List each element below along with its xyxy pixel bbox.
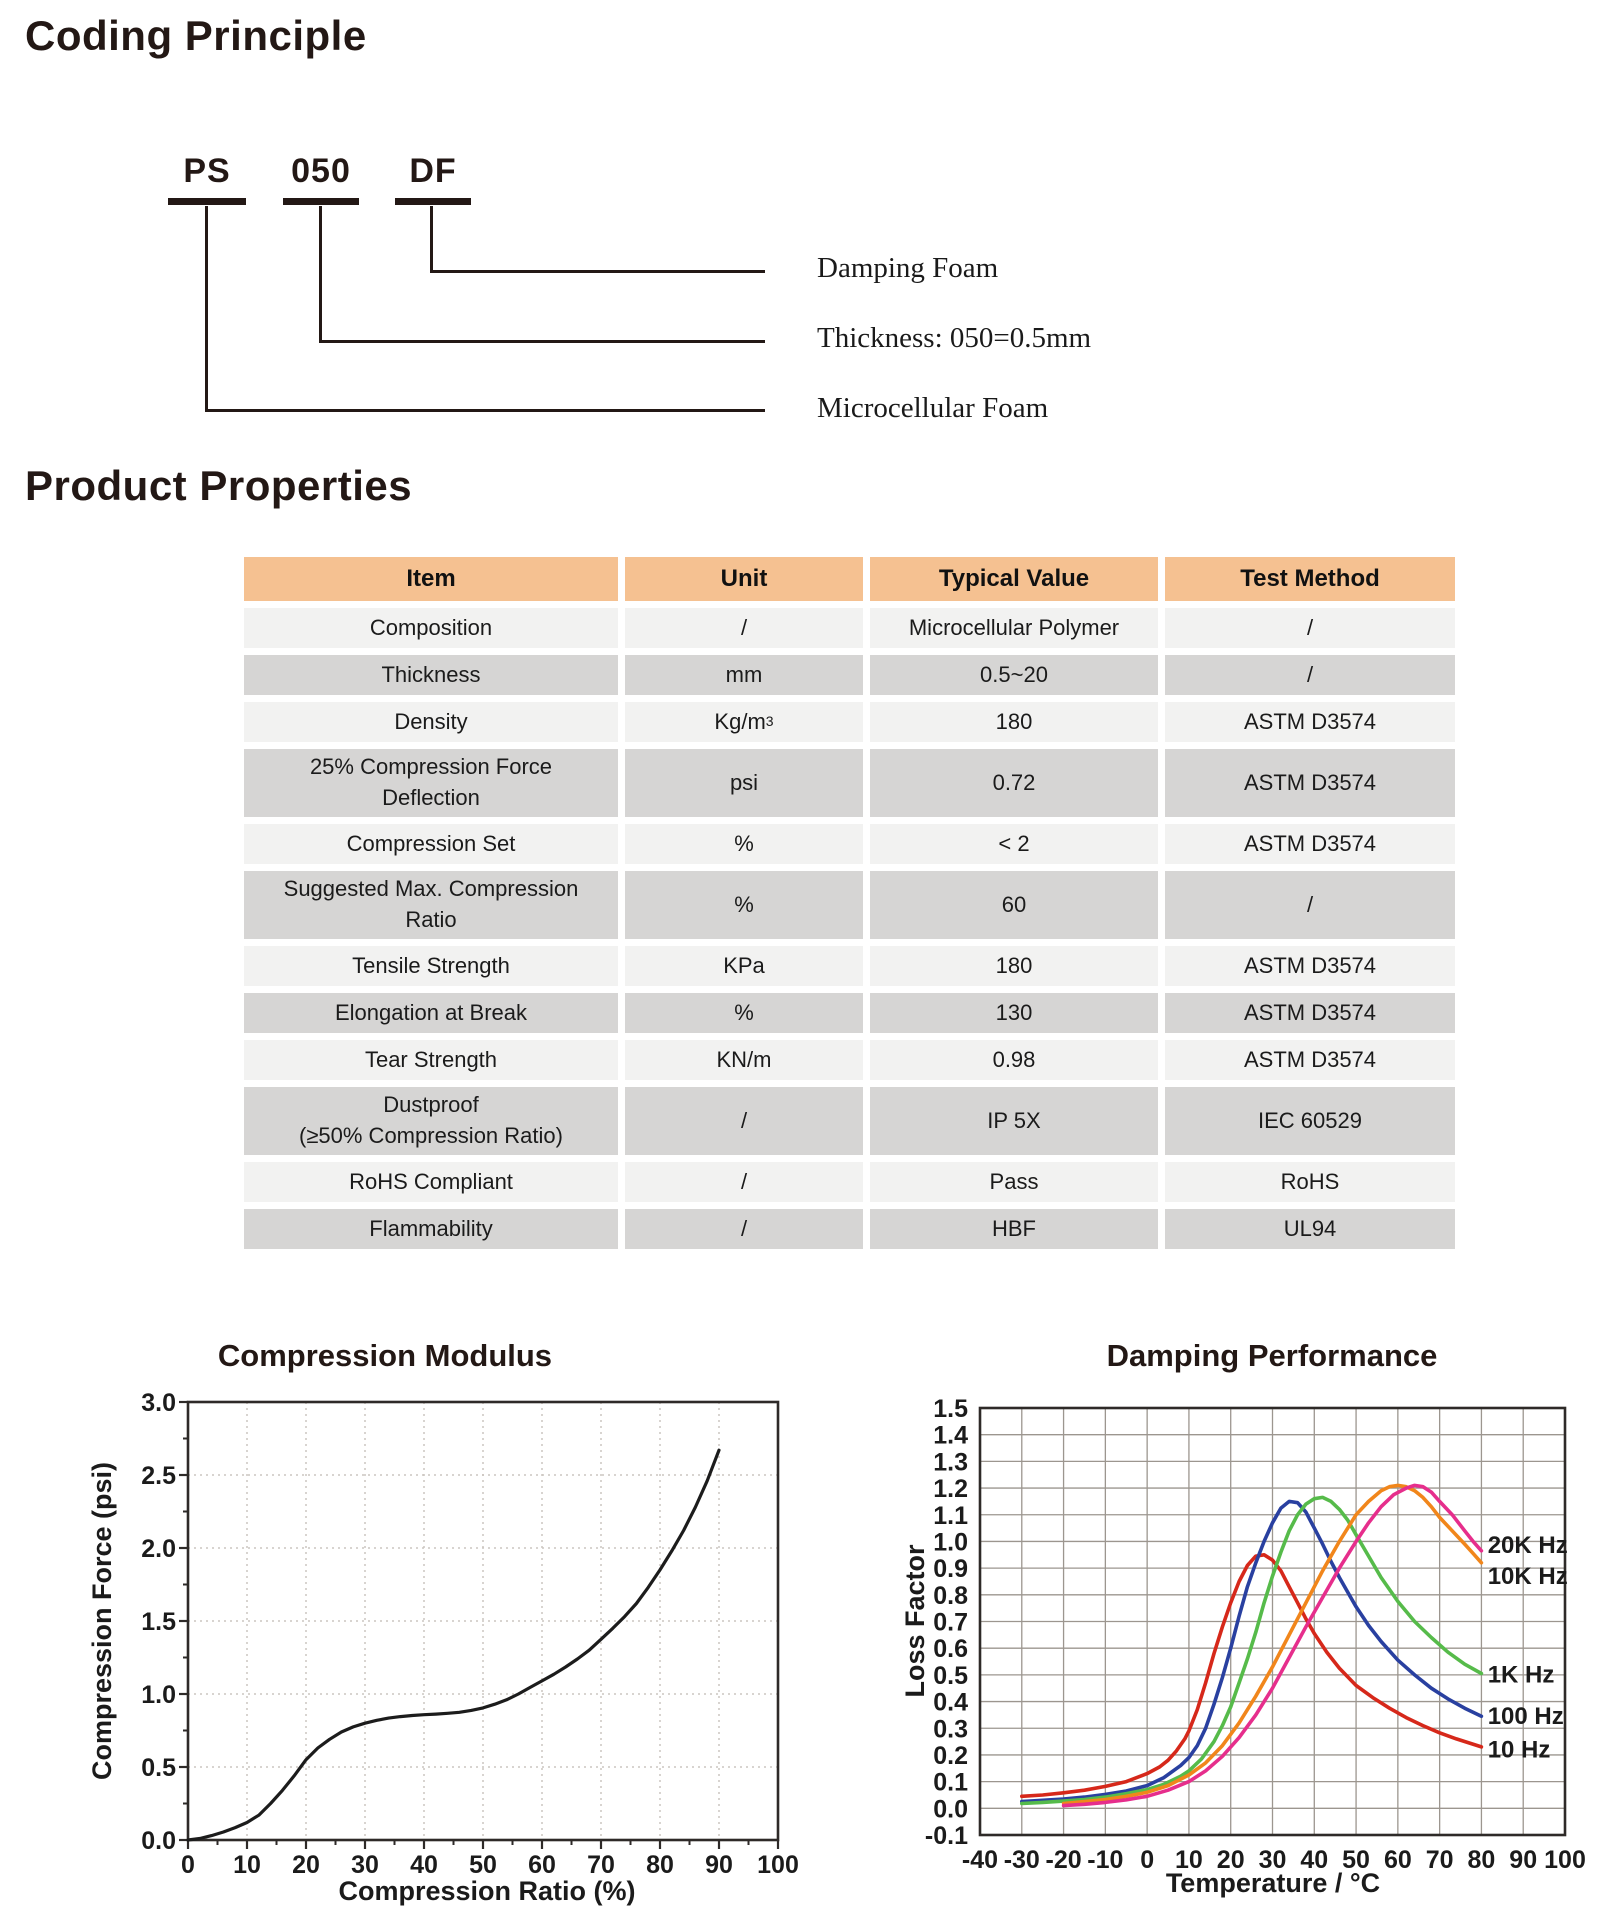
- leader-line-df-horizontal: [430, 270, 765, 273]
- svg-text:0.2: 0.2: [933, 1741, 968, 1770]
- svg-text:0.4: 0.4: [933, 1688, 968, 1717]
- table-cell-unit: %: [625, 993, 863, 1033]
- table-cell-item: Composition: [244, 608, 618, 648]
- svg-text:0.5: 0.5: [933, 1661, 968, 1690]
- svg-text:-0.1: -0.1: [924, 1822, 968, 1850]
- table-cell-method: /: [1165, 608, 1455, 648]
- svg-text:30: 30: [351, 1851, 379, 1879]
- svg-text:90: 90: [1509, 1846, 1538, 1874]
- table-cell-method: /: [1165, 871, 1455, 939]
- svg-text:50: 50: [1342, 1846, 1370, 1874]
- svg-text:80: 80: [1467, 1846, 1496, 1874]
- table-cell-method: IEC 60529: [1165, 1087, 1455, 1155]
- svg-text:0.0: 0.0: [141, 1827, 176, 1855]
- table-cell-unit: mm: [625, 655, 863, 695]
- svg-text:1.1: 1.1: [933, 1501, 968, 1530]
- table-cell-value: 0.72: [870, 749, 1158, 817]
- table-cell-item: Thickness: [244, 655, 618, 695]
- table-cell-item: Elongation at Break: [244, 993, 618, 1033]
- svg-text:100: 100: [757, 1851, 799, 1879]
- table-cell-unit: /: [625, 608, 863, 648]
- compression-modulus-chart: [40, 1390, 800, 1922]
- svg-text:1.3: 1.3: [933, 1448, 968, 1477]
- svg-text:-20: -20: [1045, 1846, 1082, 1874]
- svg-text:1.5: 1.5: [933, 1395, 968, 1423]
- svg-text:60: 60: [1383, 1846, 1412, 1874]
- table-cell-value: 180: [870, 702, 1158, 742]
- svg-text:10: 10: [233, 1851, 261, 1879]
- unit-superscript: 3: [765, 713, 774, 730]
- table-cell-method: ASTM D3574: [1165, 702, 1455, 742]
- svg-text:2.5: 2.5: [141, 1462, 176, 1490]
- svg-text:0.1: 0.1: [933, 1768, 968, 1797]
- svg-text:100: 100: [1544, 1846, 1586, 1874]
- svg-text:1.0: 1.0: [141, 1681, 176, 1709]
- table-cell-item: Flammability: [244, 1209, 618, 1249]
- svg-text:100 Hz: 100 Hz: [1487, 1702, 1564, 1730]
- svg-text:-40: -40: [961, 1846, 999, 1874]
- table-header-method: Test Method: [1165, 557, 1455, 601]
- table-cell-value: 60: [870, 871, 1158, 939]
- table-cell-value: 0.98: [870, 1040, 1158, 1080]
- damping-y-axis-label: Loss Factor: [900, 1544, 930, 1698]
- table-cell-value: < 2: [870, 824, 1158, 864]
- svg-text:2.0: 2.0: [141, 1535, 176, 1563]
- leader-line-050-vertical: [319, 206, 322, 343]
- table-cell-item: Suggested Max. Compression Ratio: [244, 871, 618, 939]
- coding-principle-title: Coding Principle: [25, 12, 367, 59]
- svg-text:80: 80: [646, 1851, 674, 1879]
- svg-text:20K Hz: 20K Hz: [1487, 1532, 1568, 1560]
- svg-text:50: 50: [469, 1851, 497, 1879]
- svg-text:0: 0: [181, 1851, 195, 1879]
- properties-table: [244, 557, 1455, 1249]
- svg-text:1K Hz: 1K Hz: [1487, 1661, 1555, 1689]
- svg-text:60: 60: [528, 1851, 556, 1879]
- table-cell-item: RoHS Compliant: [244, 1162, 618, 1202]
- svg-text:1.5: 1.5: [141, 1608, 176, 1636]
- code-segment-050: [283, 152, 359, 205]
- code-underline-050: [283, 198, 359, 205]
- svg-text:40: 40: [1300, 1846, 1329, 1874]
- table-cell-item: Tear Strength: [244, 1040, 618, 1080]
- table-cell-method: ASTM D3574: [1165, 749, 1455, 817]
- leader-line-050-horizontal: [319, 340, 765, 343]
- table-cell-method: ASTM D3574: [1165, 824, 1455, 864]
- svg-text:30: 30: [1258, 1846, 1287, 1874]
- code-underline-df: [395, 198, 471, 205]
- code-segment-ps: [168, 152, 246, 205]
- table-cell-unit: %: [625, 824, 863, 864]
- table-cell-unit: KPa: [625, 946, 863, 986]
- table-cell-item: Compression Set: [244, 824, 618, 864]
- svg-text:-30: -30: [1003, 1846, 1040, 1874]
- compression-x-axis-label: Compression Ratio (%): [338, 1876, 636, 1906]
- svg-text:40: 40: [410, 1851, 438, 1879]
- code-text-ps: PS: [183, 152, 231, 190]
- code-text-df: DF: [409, 152, 457, 190]
- table-cell-unit: /: [625, 1209, 863, 1249]
- table-cell-method: ASTM D3574: [1165, 946, 1455, 986]
- code-label-microcellular-foam: Microcellular Foam: [817, 392, 1049, 424]
- table-cell-item: Density: [244, 702, 618, 742]
- svg-text:0: 0: [1140, 1846, 1155, 1874]
- table-cell-value: 180: [870, 946, 1158, 986]
- svg-text:0.5: 0.5: [141, 1754, 176, 1782]
- svg-text:0.6: 0.6: [933, 1635, 968, 1664]
- table-cell-item: Tensile Strength: [244, 946, 618, 986]
- damping-x-axis-label: Temperature / °C: [1165, 1868, 1381, 1898]
- table-cell-value: 130: [870, 993, 1158, 1033]
- table-cell-method: ASTM D3574: [1165, 1040, 1455, 1080]
- table-cell-item: Dustproof (≥50% Compression Ratio): [244, 1087, 618, 1155]
- table-cell-unit: KN/m: [625, 1040, 863, 1080]
- table-cell-value: Microcellular Polymer: [870, 608, 1158, 648]
- table-cell-method: RoHS: [1165, 1162, 1455, 1202]
- table-cell-method: UL94: [1165, 1209, 1455, 1249]
- svg-text:10K Hz: 10K Hz: [1487, 1562, 1568, 1590]
- leader-line-ps-vertical: [205, 206, 208, 412]
- table-cell-method: /: [1165, 655, 1455, 695]
- svg-text:70: 70: [1425, 1846, 1454, 1874]
- svg-text:0.3: 0.3: [933, 1715, 968, 1744]
- table-header-item: Item: [244, 557, 618, 601]
- svg-text:0.8: 0.8: [933, 1581, 968, 1610]
- table-cell-value: HBF: [870, 1209, 1158, 1249]
- table-header-unit: Unit: [625, 557, 863, 601]
- table-cell-unit: /: [625, 1162, 863, 1202]
- leader-line-df-vertical: [430, 206, 433, 273]
- table-cell-unit: Kg/m 3: [625, 702, 863, 742]
- damping-performance-title: Damping Performance: [1106, 1338, 1438, 1373]
- code-label-thickness: Thickness: 050=0.5mm: [817, 322, 1092, 354]
- table-cell-value: Pass: [870, 1162, 1158, 1202]
- table-cell-unit: psi: [625, 749, 863, 817]
- svg-text:1.0: 1.0: [933, 1528, 968, 1557]
- code-label-damping-foam: Damping Foam: [817, 252, 999, 284]
- svg-text:0.0: 0.0: [933, 1795, 968, 1824]
- svg-text:-10: -10: [1087, 1846, 1124, 1874]
- svg-text:20: 20: [1216, 1846, 1245, 1874]
- svg-text:10 Hz: 10 Hz: [1487, 1736, 1551, 1764]
- svg-text:0.9: 0.9: [933, 1555, 968, 1584]
- leader-line-ps-horizontal: [205, 409, 765, 412]
- table-cell-unit: %: [625, 871, 863, 939]
- svg-text:1.4: 1.4: [933, 1421, 968, 1450]
- svg-text:70: 70: [587, 1851, 615, 1879]
- compression-modulus-title: Compression Modulus: [217, 1338, 553, 1373]
- product-properties-title: Product Properties: [25, 462, 413, 509]
- svg-text:10: 10: [1175, 1846, 1203, 1874]
- table-cell-unit: /: [625, 1087, 863, 1155]
- svg-text:0.7: 0.7: [933, 1608, 968, 1637]
- code-text-050: 050: [291, 152, 351, 190]
- table-header-value: Typical Value: [870, 557, 1158, 601]
- svg-text:3.0: 3.0: [141, 1390, 176, 1417]
- table-cell-value: IP 5X: [870, 1087, 1158, 1155]
- code-segment-df: [395, 152, 471, 205]
- svg-text:90: 90: [705, 1851, 733, 1879]
- table-cell-value: 0.5~20: [870, 655, 1158, 695]
- table-cell-method: ASTM D3574: [1165, 993, 1455, 1033]
- svg-text:20: 20: [292, 1851, 320, 1879]
- compression-y-axis-label: Compression Force (psi): [87, 1461, 117, 1781]
- svg-text:1.2: 1.2: [933, 1475, 968, 1504]
- damping-performance-chart: [880, 1390, 1600, 1922]
- table-cell-item: 25% Compression Force Deflection: [244, 749, 618, 817]
- code-underline-ps: [168, 198, 246, 205]
